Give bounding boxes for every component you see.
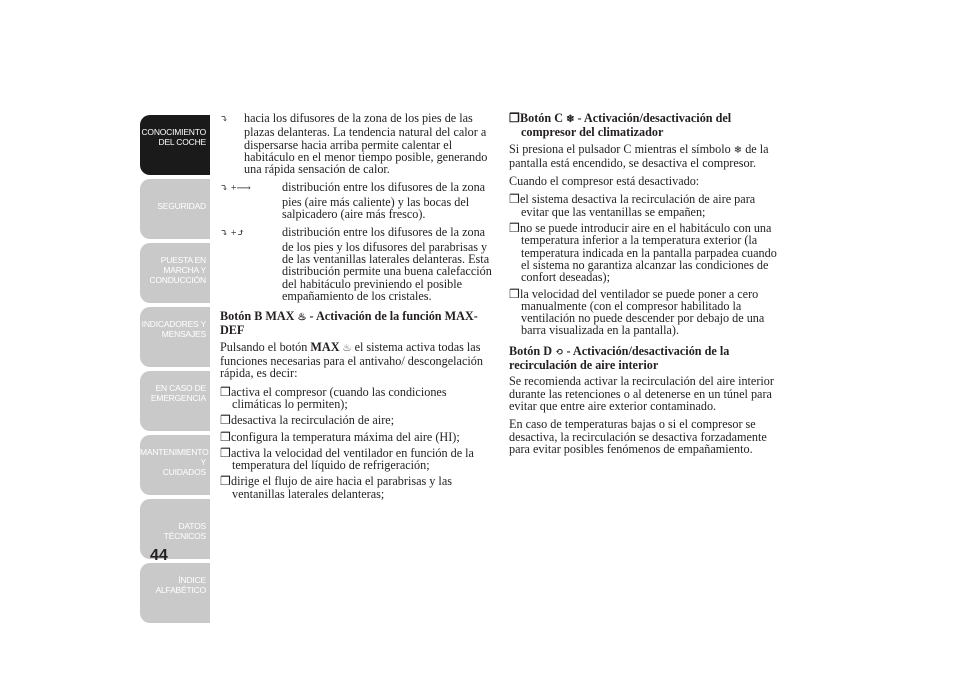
- list-item: ❒el sistema desactiva la recirculación de aire para evitar que las ventanillas se empañen;: [509, 192, 756, 219]
- checkbox-bullet-icon: ❒: [220, 429, 231, 444]
- tab-seguridad[interactable]: SEGURIDAD: [140, 179, 210, 239]
- feet-plus-windshield-icon: ⤵ +⤴: [220, 228, 245, 240]
- list-item: ❒configura la temperatura máxima del aire (HI);: [220, 429, 460, 444]
- tab-en-caso-de-emergencia[interactable]: EN CASO DE EMERGENCIA: [140, 371, 210, 431]
- distribution-feet-dash: ⤵ +⟶ distribución entre los difusores de la zona pies (aire más caliente) y las bocas del salpicadero (aire más fresco).: [220, 180, 486, 222]
- feet-airflow-icon: ⤵: [220, 114, 229, 125]
- list-item: ❒activa la velocidad del ventilador en función de la temperatura del líquido de refrigeración;: [220, 445, 474, 473]
- tab-indice-alfabetico[interactable]: ÍNDICE ALFABÉTICO: [140, 563, 210, 623]
- list-item: ❒activa el compresor (cuando las condiciones climáticas lo permiten);: [220, 384, 447, 411]
- checkbox-bullet-icon: ❒: [509, 111, 520, 125]
- max-def-paragraph: Pulsando el botón MAX ♨ el sistema activa todas las funciones necesarias para el antivaho/ descongelación rápida, es decir:: [220, 339, 483, 381]
- button-b-heading: Botón B MAX ♨ - Activación de la función MAX-DEF: [220, 309, 478, 338]
- compressor-snowflake-icon: ❄: [566, 114, 575, 125]
- list-item: ❒desactiva la recirculación de aire;: [220, 413, 395, 428]
- checkbox-bullet-icon: ❒: [220, 474, 231, 489]
- checkbox-bullet-icon: ❒: [509, 286, 520, 301]
- tab-mantenimiento-y-cuidados[interactable]: MANTENIMIENTO Y CUIDADOS: [140, 435, 210, 495]
- checkbox-bullet-icon: ❒: [509, 221, 520, 236]
- list-item: ❒la velocidad del ventilador se puede poner a cero manualmente (con el compresor habilitado la ventilación no puede descender por debajo de una barra visualizada en la pantalla).: [509, 286, 765, 338]
- checkbox-bullet-icon: ❒: [509, 192, 520, 207]
- tab-conocimiento-del-coche[interactable]: CONOCIMIENTO DEL COCHE: [140, 115, 210, 175]
- button-d-heading: Botón D ⟲ - Activación/desactivación de la recirculación de aire interior: [509, 343, 730, 373]
- page-number: 44: [150, 547, 168, 564]
- max-def-inline-icon: ♨: [342, 342, 352, 354]
- compressor-paragraph: Si presiona el pulsador C mientras el símbolo ❄ de la pantalla está encendido, se desactiva el compresor.: [509, 141, 769, 170]
- right-column: [509, 112, 784, 461]
- compressor-symbol-icon: ❄: [733, 144, 743, 156]
- recirculation-icon: ⟲: [555, 346, 564, 358]
- low-temperature-paragraph: En caso de temperaturas bajas o si el compresor se desactiva, la recirculación se desactiva forzadamente para evitar posibles fenómenos de empañamiento.: [509, 417, 767, 456]
- checkbox-bullet-icon: ❒: [220, 384, 231, 399]
- distribution-feet-windshield: ⤵ +⤴ distribución entre los difusores de la zona de los pies y los difusores del parabrisas y de las ventanillas laterales delanteras. Esta distribución permite una buena calefacción del habitáculo previniendo el posible empañamiento de los cristales.: [220, 225, 492, 303]
- compressor-off-intro: Cuando el compresor está desactivado:: [509, 174, 700, 189]
- checkbox-bullet-icon: ❒: [220, 413, 231, 428]
- max-def-icon: ♨: [297, 312, 307, 324]
- tab-puesta-en-marcha[interactable]: PUESTA EN MARCHA Y CONDUCCIÓN: [140, 243, 210, 303]
- recirculation-paragraph: Se recomienda activar la recirculación del aire interior durante las retenciones o al detenerse en un túnel para evitar que entre aire exterior contaminado.: [509, 374, 774, 413]
- left-column: [220, 112, 498, 504]
- tab-indicadores-y-mensajes[interactable]: INDICADORES Y MENSAJES: [140, 307, 210, 367]
- list-item: ❒dirige el flujo de aire hacia el parabrisas y las ventanillas laterales delanteras;: [220, 474, 452, 501]
- list-item: ❒no se puede introducir aire en el habitáculo con una temperatura inferior a la temperatura exterior (la temperatura indicada en la pantalla parpadea cuando el sistema no garantiza alcanzar las condiciones de confort deseadas);: [509, 221, 777, 285]
- button-c-heading: ❒Botón C ❄ - Activación/desactivación del compresor del climatizador: [509, 111, 732, 140]
- tab-datos-tecnicos[interactable]: DATOS TÉCNICOS: [140, 499, 210, 559]
- feet-plus-dash-icon: ⤵ +⟶: [220, 183, 251, 195]
- checkbox-bullet-icon: ❒: [220, 445, 231, 460]
- feet-vents-paragraph: ⤵ hacia los difusores de la zona de los pies de las plazas delanteras. La tendencia natural del calor a dispersarse hacia arriba permite calentar el habitáculo en el menor tiempo posible, generando una rápida sensación de calor.: [220, 111, 488, 177]
